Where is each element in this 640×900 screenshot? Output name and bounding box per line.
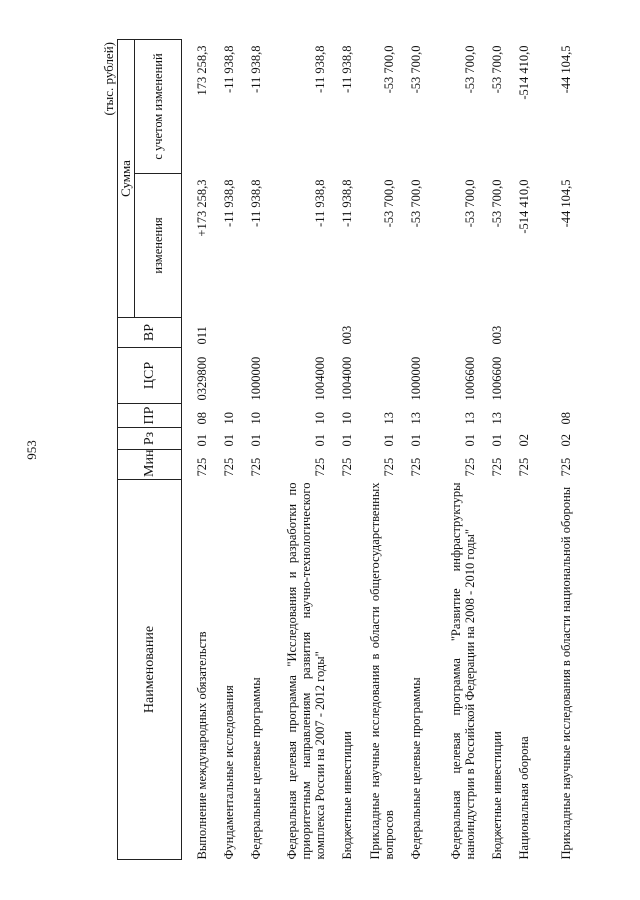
table-row [396,40,423,860]
row-min: 725 [222,457,236,477]
row-total: -53 700,0 [463,45,477,94]
row-change: -53 700,0 [382,179,396,228]
row-pr: 13 [490,412,504,425]
row-vr: 011 [195,326,209,345]
row-rz: 01 [490,434,504,447]
row-name: Федеральная целевая программа "Исследования и разработки по приоритетным направлениям развития научно-технологического комплекса России на 2007 - 2012 годы" [285,482,327,860]
budget-table [117,39,573,860]
row-name: Бюджетные инвестиции [340,731,354,860]
row-vr [354,318,396,348]
row-csr [354,348,396,404]
row-csr: 1004000 [340,356,354,401]
row-vr [504,318,531,348]
row-min: 725 [382,457,396,477]
row-vr [396,318,423,348]
row-name: Национальная оборона [517,736,531,860]
row-change: -514 410,0 [517,179,531,234]
row-pr: 10 [340,412,354,425]
row-vr [423,318,477,348]
row-vr [263,318,327,348]
table-row [354,40,396,860]
row-rz: 01 [409,434,423,447]
row-min: 725 [490,457,504,477]
table-row [327,40,354,860]
row-name: Федеральная целевая программа "Развитие инфраструктуры наноиндустрии в Российской Федерации на 2008 - 2010 годы" [449,482,477,860]
row-rz: 01 [340,434,354,447]
header-with-changes: с учетом изменений [135,40,182,174]
table-row [182,40,210,860]
row-total: -53 700,0 [409,45,423,94]
row-change: -44 104,5 [559,179,573,228]
row-change: -11 938,8 [222,179,236,227]
row-csr [531,348,573,404]
row-rz: 01 [195,434,209,447]
row-vr [531,318,573,348]
table-header [118,40,182,860]
row-vr: 003 [340,325,354,345]
row-min: 725 [340,457,354,477]
row-csr [209,348,236,404]
row-total: -11 938,8 [222,45,236,93]
row-change: -53 700,0 [463,179,477,228]
row-change: -11 938,8 [313,179,327,227]
row-vr: 003 [490,325,504,345]
table-row [477,40,504,860]
row-rz: 01 [382,434,396,447]
row-rz: 01 [313,434,327,447]
row-total: -11 938,8 [249,45,263,93]
header-change: изменения [135,174,182,318]
table-row [236,40,263,860]
table-row [531,40,573,860]
row-min: 725 [559,457,573,477]
row-rz: 02 [559,434,573,447]
row-change: -11 938,8 [340,179,354,227]
row-rz: 01 [249,434,263,447]
table-body [182,40,574,860]
header-csr: ЦСР [118,348,182,404]
row-pr: 13 [409,412,423,425]
row-change: -11 938,8 [249,179,263,227]
row-name: Фундаментальные исследования [222,685,236,860]
row-csr: 0329800 [195,356,209,401]
table-row [504,40,531,860]
row-min: 725 [517,457,531,477]
table-row [423,40,477,860]
row-total: -44 104,5 [559,45,573,94]
row-min: 725 [249,457,263,477]
row-pr: 10 [249,412,263,425]
row-rz: 01 [222,434,236,447]
row-pr: 08 [195,412,209,425]
row-csr [504,348,531,404]
row-name: Федеральные целевые программы [249,677,263,860]
row-name: Прикладные научные исследования в области общегосударственных вопросов [368,482,396,860]
table-row [209,40,236,860]
unit-label: (тыс. рублей) [101,42,116,116]
header-vr: ВР [118,318,182,348]
row-csr: 1006600 [463,356,477,401]
row-min: 725 [463,457,477,477]
row-pr: 10 [222,412,236,425]
header-name: Наименование [118,480,182,860]
row-total: -11 938,8 [340,45,354,93]
row-csr: 1000000 [249,356,263,401]
row-pr [504,404,531,428]
page-number: 953 [24,440,39,460]
table-row [263,40,327,860]
row-pr: 10 [313,412,327,425]
row-pr: 13 [463,412,477,425]
row-csr: 1006600 [490,356,504,401]
row-change: -53 700,0 [409,179,423,228]
header-pr: ПР [118,404,182,428]
row-csr: 1000000 [409,356,423,401]
row-min: 725 [195,457,209,477]
row-vr [236,318,263,348]
row-name: Федеральные целевые программы [409,677,423,860]
row-rz: 02 [517,434,531,447]
row-total: -53 700,0 [382,45,396,94]
header-rz: Рз [118,428,182,450]
row-total: -514 410,0 [517,45,531,100]
row-change: -53 700,0 [490,179,504,228]
row-rz: 01 [463,434,477,447]
row-pr: 08 [559,412,573,425]
row-min: 725 [409,457,423,477]
row-name: Бюджетные инвестиции [490,731,504,860]
row-vr [209,318,236,348]
row-total: 173 258,3 [195,45,209,96]
row-csr: 1004000 [313,356,327,401]
rotated-page [100,40,600,860]
header-sum: Сумма [118,40,135,318]
row-change: +173 258,3 [195,179,209,237]
row-name: Прикладные научные исследования в области национальной обороны [559,486,573,860]
header-min: Мин [118,450,182,480]
row-pr: 13 [382,412,396,425]
row-total: -11 938,8 [313,45,327,93]
row-total: -53 700,0 [490,45,504,94]
row-min: 725 [313,457,327,477]
row-name: Выполнение международных обязательств [195,631,209,860]
